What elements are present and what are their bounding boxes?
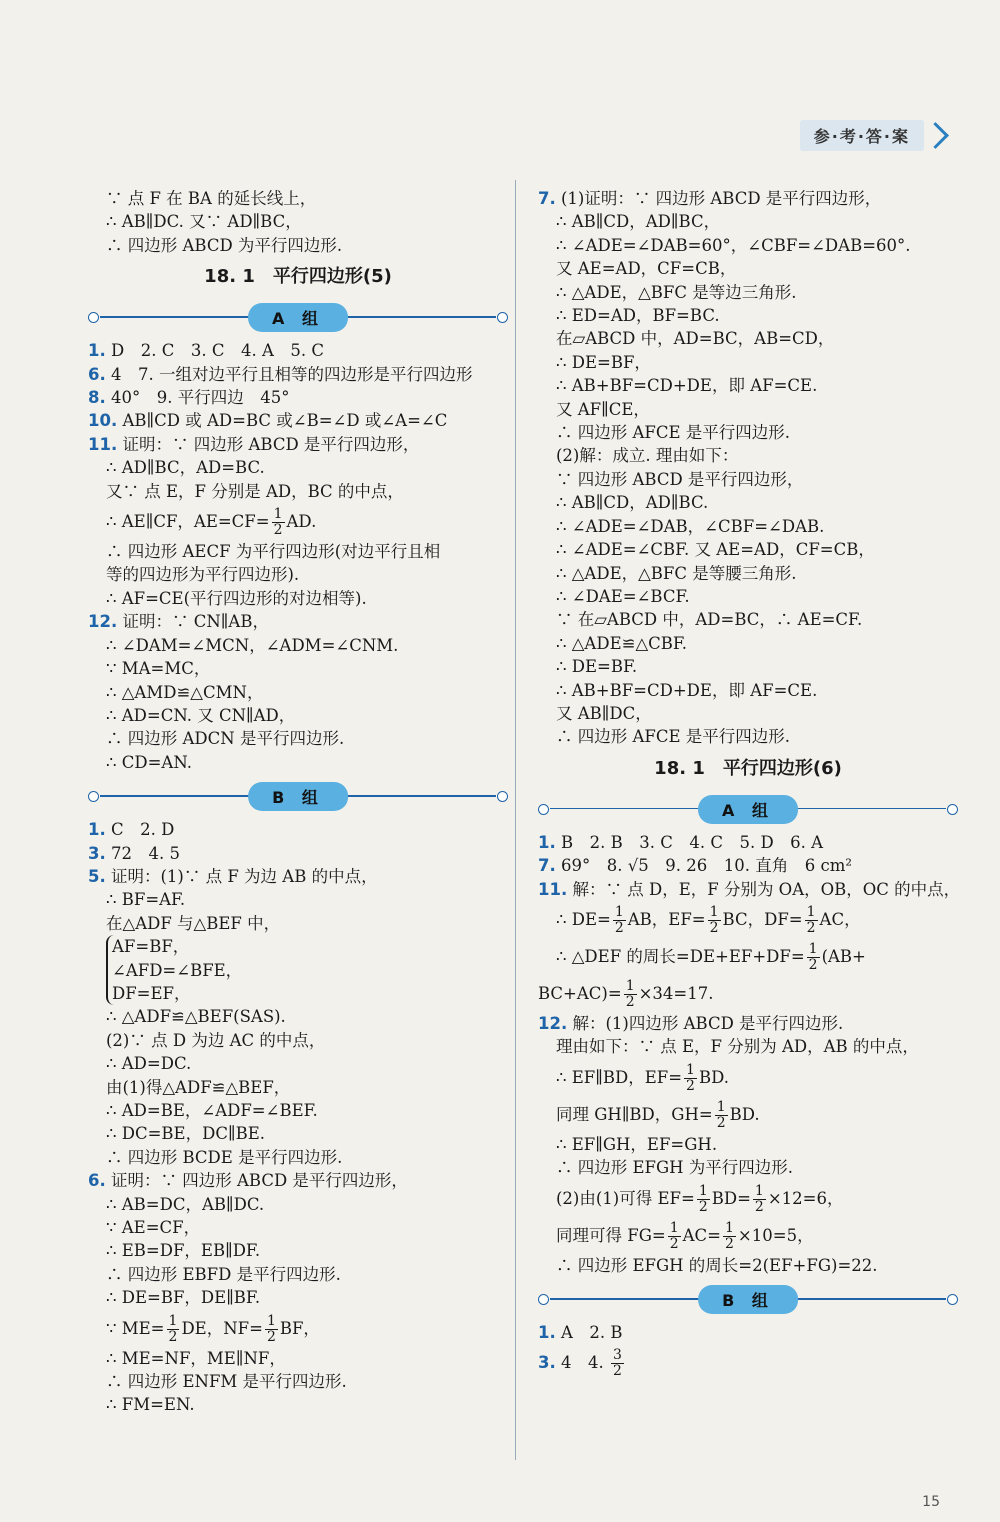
text-line: DF=EF， xyxy=(112,983,191,1003)
text-line: (2)∵ 点 D 为边 AC 的中点， xyxy=(106,1030,326,1050)
text-line: ∴ DE=BF， xyxy=(556,352,651,372)
fraction-line: 3. 4 4. $\frac{3}{2}$ xyxy=(538,1347,622,1380)
fraction-line: ∴ DE= $\frac{1}{2}$ AB，EF= $\frac{1}{2}$ BC，DF= $\frac{1}{2}$ AC， xyxy=(556,903,861,936)
text-line: ∵ AE=CF， xyxy=(106,1218,201,1238)
text-line: ∴ AD=CN. 又 CN∥AD， xyxy=(106,705,296,725)
text-line: ∴ AB∥CD，AD∥BC. xyxy=(556,493,709,513)
text-line: ∴ 四边形 BCDE 是平行四边形. xyxy=(106,1147,343,1167)
text-line: 又 AE=AD，CF=CB， xyxy=(556,259,737,279)
fraction-line: ∴ EF∥BD，EF= $\frac{1}{2}$ BD. xyxy=(556,1061,729,1094)
fraction-line: (2)由(1)可得 EF= $\frac{1}{2}$ BD= $\frac{1}{2}$ ×12=6， xyxy=(556,1182,844,1215)
group-b-label: B 组 xyxy=(698,1285,798,1314)
text-line: ∴ △ADE，△BFC 是等腰三角形. xyxy=(556,563,797,583)
text-line: ∴ 四边形 EBFD 是平行四边形. xyxy=(106,1264,341,1284)
section-title: 18. 1 平行四边形(5) xyxy=(204,266,392,288)
text-line: ∴ △ADF≌△BEF(SAS). xyxy=(106,1007,286,1027)
text-line: ∴ △ADE≌△CBF. xyxy=(556,633,688,653)
text-line: ∴ 四边形 ABCD 为平行四边形. xyxy=(106,235,343,255)
fraction-line: ∴ △DEF 的周长=DE+EF+DF= $\frac{1}{2}$ (AB+ xyxy=(556,940,866,973)
text-line: ∴ EB=DF，EB∥DF. xyxy=(106,1241,261,1261)
text-line: ∴ ∠ADE=∠DAB=60°，∠CBF=∠DAB=60°. xyxy=(556,235,911,255)
group-b-label: B 组 xyxy=(248,782,348,811)
page-number: 15 xyxy=(922,1494,940,1510)
text-line: ∵ 点 F 在 BA 的延长线上， xyxy=(106,189,317,208)
answer-line: 6. 证明：∵ 四边形 ABCD 是平行四边形， xyxy=(88,1171,408,1191)
answer-line: 7. 69° 8. √5 9. 26 10. 直角 6 cm² xyxy=(538,856,852,876)
text-line: ∴ DC=BE，DC∥BE. xyxy=(106,1124,265,1144)
answer-line: 11. 证明：∵ 四边形 ABCD 是平行四边形， xyxy=(88,434,420,454)
text-line: 又 AF∥CE， xyxy=(556,399,650,419)
text-line: ∴ 四边形 ENFM 是平行四边形. xyxy=(106,1372,347,1392)
group-a-banner xyxy=(88,299,508,333)
text-line: 由(1)得△ADF≌△BEF， xyxy=(106,1077,291,1097)
chevron-right-icon xyxy=(922,122,949,149)
text-line: ∴ AB+BF=CD+DE，即 AF=CE. xyxy=(556,376,818,396)
text-line: ∴ ∠ADE=∠DAB，∠CBF=∠DAB. xyxy=(556,516,825,536)
text-line: ∴ ME=NF，ME∥NF， xyxy=(106,1348,286,1368)
text-line: ∴ AD∥BC，AD=BC. xyxy=(106,458,265,478)
text-line: ∴ DE=BF. xyxy=(556,657,638,677)
text-line: ∵ MA=MC， xyxy=(106,659,211,679)
text-line: ∵ 四边形 ABCD 是平行四边形， xyxy=(556,469,804,489)
fraction-line: ∴ AE∥CF，AE=CF= $\frac{1}{2}$ AD. xyxy=(106,506,317,539)
text-line: ∴ AB=DC，AB∥DC. xyxy=(106,1194,265,1214)
text-line: ∴ AD=DC. xyxy=(106,1054,192,1074)
text-line: ∴ 四边形 EFGH 的周长=2(EF+FG)=22. xyxy=(556,1255,878,1275)
text-line: 又 AB∥DC， xyxy=(556,703,652,723)
header-label: 参·考·答·案 xyxy=(800,120,924,151)
answer-line: 8. 40° 9. 平行四边 45° xyxy=(88,388,290,408)
group-b-banner xyxy=(538,1281,958,1315)
group-b-banner xyxy=(88,778,508,812)
text-line: 理由如下：∵ 点 E，F 分别为 AD，AB 的中点， xyxy=(556,1037,919,1057)
answer-line: 1. A 2. B xyxy=(538,1323,623,1342)
text-line: ∴ ED=AD，BF=BC. xyxy=(556,306,720,326)
text-line: ∴ △ADE，△BFC 是等边三角形. xyxy=(556,282,797,302)
group-a-label: A 组 xyxy=(698,795,798,824)
answer-line: 5. 证明：(1)∵ 点 F 为边 AB 的中点， xyxy=(88,866,378,886)
answer-line: 1. D 2. C 3. C 4. A 5. C xyxy=(88,341,324,361)
answer-line: 1. B 2. B 3. C 4. C 5. D 6. A xyxy=(538,832,824,852)
text-line: ∴ ∠ADE=∠CBF. 又 AE=AD，CF=CB， xyxy=(556,540,875,560)
answer-line: 12. 证明：∵ CN∥AB， xyxy=(88,612,269,632)
fraction-line: 同理 GH∥BD，GH= $\frac{1}{2}$ BD. xyxy=(556,1098,760,1131)
answer-line: 1. C 2. D xyxy=(88,820,175,840)
text-line: ∴ AB+BF=CD+DE，即 AF=CE. xyxy=(556,680,818,700)
text-line: ∴ CD=AN. xyxy=(106,752,192,772)
answer-line: 6. 4 7. 一组对边平行且相等的四边形是平行四边形 xyxy=(88,364,473,384)
text-line: ∴ 四边形 AFCE 是平行四边形. xyxy=(556,727,791,747)
text-line: ∴ 四边形 EFGH 为平行四边形. xyxy=(556,1158,794,1178)
text-line: ∴ 四边形 AFCE 是平行四边形. xyxy=(556,423,791,443)
page-header xyxy=(800,120,945,151)
text-line: AF=BF， xyxy=(112,937,190,957)
column-divider xyxy=(515,180,516,1460)
left-column xyxy=(88,187,508,1417)
text-line: ∴ EF∥GH，EF=GH. xyxy=(556,1134,718,1154)
text-line: ∴ BF=AF. xyxy=(106,890,186,910)
text-line: 在△ADF 与△BEF 中， xyxy=(106,913,281,933)
answer-line: 12. 解：(1)四边形 ABCD 是平行四边形. xyxy=(538,1013,844,1033)
fraction-line: BC+AC)= $\frac{1}{2}$ ×34=17. xyxy=(538,977,714,1010)
text-line: ∴ AF=CE(平行四边形的对边相等). xyxy=(106,588,367,608)
text-line: ∴ ∠DAM=∠MCN，∠ADM=∠CNM. xyxy=(106,635,399,655)
text-line: ∴ AB∥CD，AD∥BC， xyxy=(556,212,721,232)
group-a-banner xyxy=(538,791,958,825)
text-line: ∠AFD=∠BFE， xyxy=(112,960,243,980)
text-line: ∴ FM=EN. xyxy=(106,1395,195,1415)
answer-line: 11. 解：∵ 点 D，E，F 分别为 OA，OB，OC 的中点， xyxy=(538,879,961,899)
text-line: ∴ 四边形 ADCN 是平行四边形. xyxy=(106,729,345,749)
text-line: ∵ 在▱ABCD 中，AD=BC，∴ AE=CF. xyxy=(556,610,863,630)
text-line: ∴ ∠DAE=∠BCF. xyxy=(556,586,690,606)
text-line: 等的四边形为平行四边形). xyxy=(106,565,300,585)
section-title: 18. 1 平行四边形(6) xyxy=(654,757,842,779)
answer-line: 10. AB∥CD 或 AD=BC 或∠B=∠D 或∠A=∠C xyxy=(88,411,448,431)
brace-group xyxy=(88,935,508,1005)
fraction-line: 同理可得 FG= $\frac{1}{2}$ AC= $\frac{1}{2}$ ×10=5， xyxy=(556,1219,814,1252)
text-line: ∴ AD=BE，∠ADF=∠BEF. xyxy=(106,1101,318,1120)
text-line: ∴ 四边形 AECF 为平行四边形(对边平行且相 xyxy=(106,542,441,562)
text-line: 又∵ 点 E，F 分别是 AD，BC 的中点， xyxy=(106,481,404,501)
answer-line: 3. 72 4. 5 xyxy=(88,843,180,863)
text-line: ∴ △AMD≌△CMN， xyxy=(106,682,264,702)
right-column xyxy=(538,187,961,1381)
text-line: (2)解：成立. 理由如下： xyxy=(556,446,739,466)
answer-line: 7. (1)证明：∵ 四边形 ABCD 是平行四边形， xyxy=(538,189,882,208)
text-line: ∴ DE=BF，DE∥BF. xyxy=(106,1288,261,1308)
text-line: 在▱ABCD 中，AD=BC，AB=CD， xyxy=(556,329,835,349)
text-line: ∴ AB∥DC. 又∵ AD∥BC， xyxy=(106,212,302,232)
group-a-label: A 组 xyxy=(248,303,348,332)
fraction-line: ∵ ME= $\frac{1}{2}$ DE，NF= $\frac{1}{2}$ BF， xyxy=(106,1312,320,1345)
